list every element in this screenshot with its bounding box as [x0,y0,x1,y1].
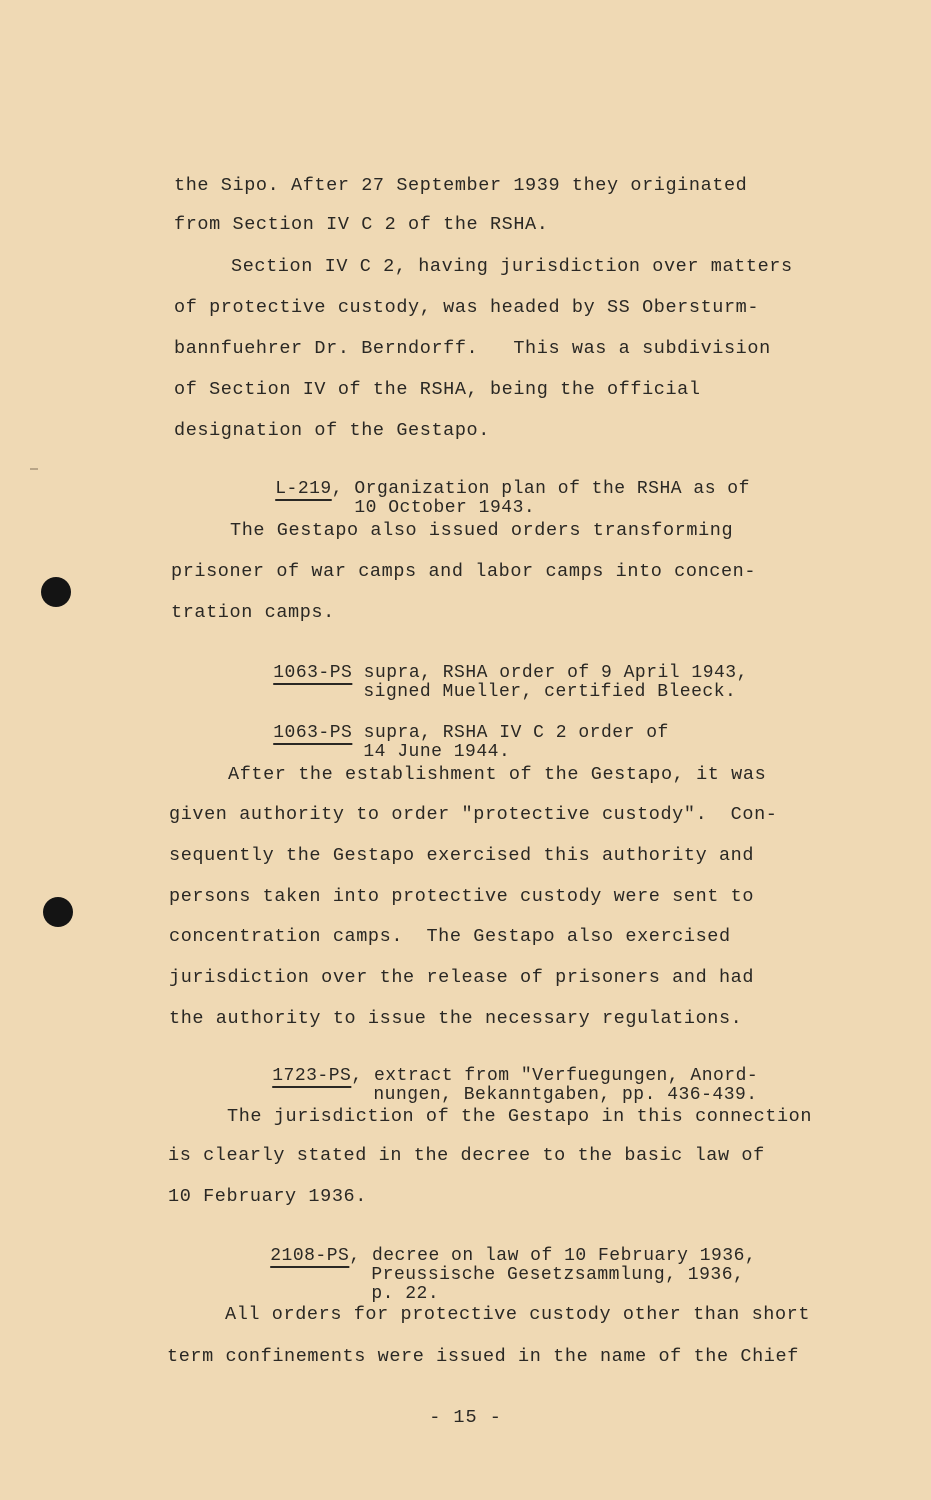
margin-mark [30,468,38,470]
paragraph-2-line-2: of protective custody, was headed by SS Obersturm- [174,297,760,318]
paragraph-3-line-3: tration camps. [171,602,335,623]
paragraph-4-line-5: concentration camps. The Gestapo also exercised [169,926,731,947]
citation-line: , extract from "Verfuegungen, Anord- [351,1066,759,1086]
paragraph-3-line-2: prisoner of war camps and labor camps into concen- [171,561,757,582]
paragraph-4-line-4: persons taken into protective custody were sent to [169,886,755,907]
citation-line: , decree on law of 10 February 1936, [349,1246,757,1266]
citation-line: p. 22. [371,1284,440,1304]
paragraph-5-line-2: is clearly stated in the decree to the basic law of [168,1145,765,1166]
citation-line: Preussische Gesetzsammlung, 1936, [371,1265,745,1285]
citation-ref: 2108-PS [270,1246,350,1266]
punch-hole-bottom [43,897,73,927]
paragraph-4-line-3: sequently the Gestapo exercised this authority and [169,845,755,866]
citation-line: 10 October 1943. [331,498,536,518]
citation-line: signed Mueller, certified Bleeck. [363,682,737,702]
paragraph-2-line-1: Section IV C 2, having jurisdiction over matters [231,256,793,277]
paragraph-2-line-5: designation of the Gestapo. [174,420,490,441]
paragraph-4-line-6: jurisdiction over the release of prisoners and had [169,967,755,988]
citation-ref: 1063-PS [273,723,353,743]
paragraph-5-line-3: 10 February 1936. [168,1186,367,1207]
paragraph-2-line-4: of Section IV of the RSHA, being the official [174,379,701,400]
paragraph-4-line-7: the authority to issue the necessary regulations. [169,1008,743,1029]
citation-line: nungen, Bekanntgaben, pp. 436-439. [373,1085,758,1105]
paragraph-2-line-3: bannfuehrer Dr. Berndorff. This was a subdivision [174,338,771,359]
citation-ref: L-219 [275,479,332,499]
paragraph-6-line-1: All orders for protective custody other than short [225,1304,811,1325]
paragraph-4-line-2: given authority to order "protective custody". Con- [169,804,778,825]
paragraph-3-line-1: The Gestapo also issued orders transforming [230,520,734,541]
paragraph-4-line-1: After the establishment of the Gestapo, it was [228,764,767,785]
paragraph-6-line-2: term confinements were issued in the name of the Chief [167,1346,799,1367]
citation-line: supra, RSHA IV C 2 order of [352,723,669,743]
citation-line: , Organization plan of the RSHA as of [331,479,750,499]
paragraph-5-line-1: The jurisdiction of the Gestapo in this connection [227,1106,813,1127]
paragraph-1-line-1: the Sipo. After 27 September 1939 they originated [174,175,748,196]
page-number: - 15 - [429,1407,502,1428]
citation-ref: 1723-PS [272,1066,352,1086]
citation-ref: 1063-PS [273,663,353,683]
citation-line: supra, RSHA order of 9 April 1943, [352,663,748,683]
punch-hole-top [41,577,71,607]
paragraph-1-line-2: from Section IV C 2 of the RSHA. [174,214,549,235]
citation-line: 14 June 1944. [363,742,511,762]
